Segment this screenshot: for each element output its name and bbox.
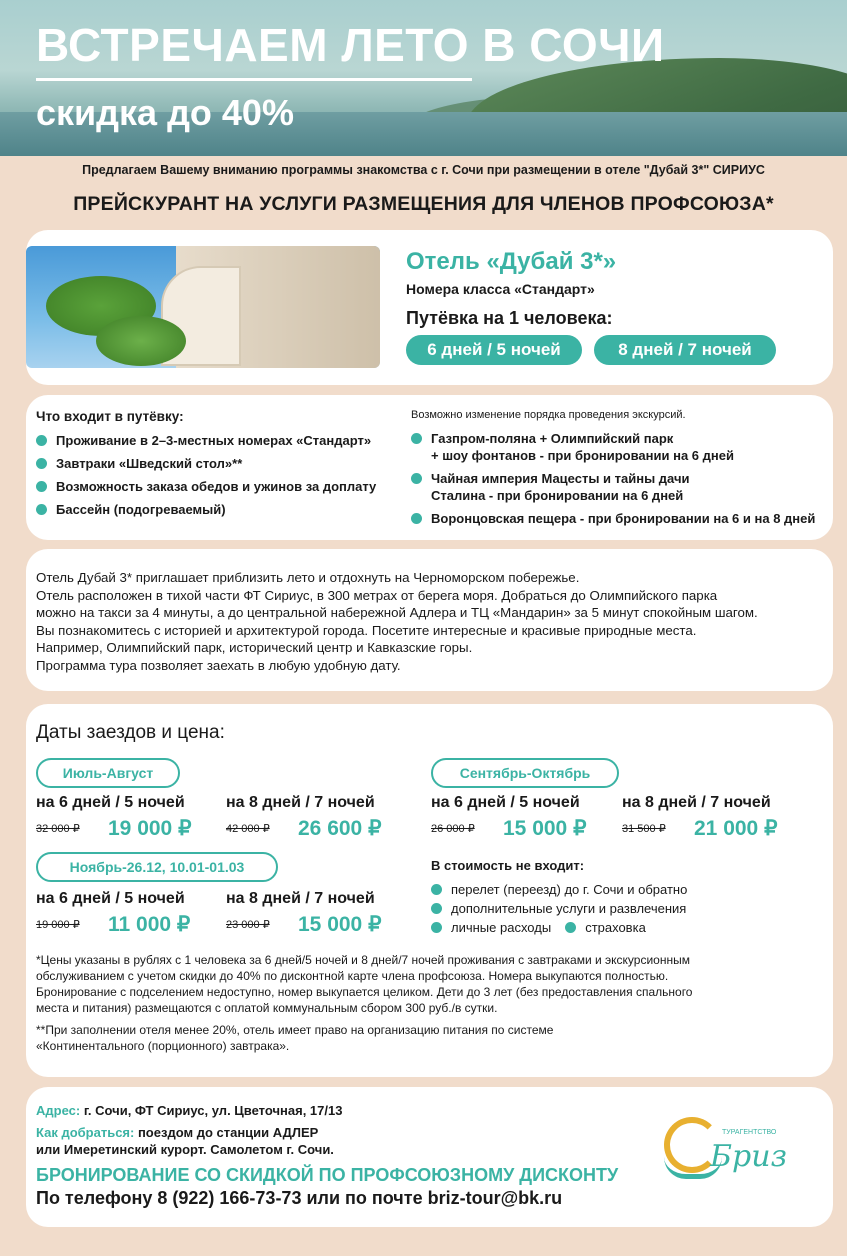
duration-label: на 6 дней / 5 ночей — [36, 794, 185, 811]
list-item-text: + шоу фонтанов - при бронировании на 6 дней — [431, 448, 734, 463]
list-item-text: Сталина - при бронировании на 6 дней — [431, 488, 684, 503]
route-line2: или Имеретинский курорт. Самолетом г. Сочи. — [36, 1142, 334, 1157]
footnote-line: места и питания) размещаются с оплатой коммунальным сбором 300 руб./в сутки. — [36, 1001, 498, 1015]
old-price: 26 000 ₽ — [431, 823, 475, 835]
prices-card — [26, 704, 833, 1077]
route-label: Как добраться: — [36, 1125, 135, 1140]
option-6-days: 6 дней / 5 ночей — [406, 335, 582, 365]
duration-label: на 6 дней / 5 ночей — [36, 890, 185, 907]
included-card — [26, 395, 833, 540]
logo-small-text: ТУРАГЕНТСТВО — [722, 1129, 777, 1136]
new-price: 11 000 ₽ — [108, 913, 191, 936]
contact-phone-email[interactable]: По телефону 8 (922) 166-73-73 или по почте briz-tour@bk.ru — [36, 1188, 563, 1208]
room-class: Номера класса «Стандарт» — [406, 281, 595, 297]
list-item — [431, 900, 687, 917]
new-price: 19 000 ₽ — [108, 817, 192, 840]
bullet-icon — [36, 458, 47, 469]
list-item-text: страховка — [585, 920, 646, 935]
list-item-text: Чайная империя Мацесты и тайны дачи — [431, 471, 690, 486]
list-item — [36, 478, 406, 495]
duration-label: на 8 дней / 7 ночей — [622, 794, 771, 811]
list-item — [431, 881, 687, 898]
list-item-text: Возможность заказа обедов и ужинов за доплату — [56, 479, 377, 494]
logo-name: Бриз — [710, 1139, 787, 1174]
list-row — [431, 919, 687, 936]
list-item-text: Газпром-поляна + Олимпийский парк — [431, 431, 674, 446]
old-price: 31 500 ₽ — [622, 823, 666, 835]
list-item — [411, 430, 826, 464]
list-item-text: перелет (переезд) до г. Сочи и обратно — [451, 882, 688, 897]
list-item-text: Проживание в 2–3-местных номерах «Стандарт» — [56, 433, 372, 448]
bullet-icon — [565, 922, 576, 933]
booking-heading: БРОНИРОВАНИЕ СО СКИДКОЙ ПО ПРОФСОЮЗНОМУ ДИСКОНТУ — [36, 1165, 619, 1185]
season-badge: Сентябрь-Октябрь — [431, 758, 619, 788]
bullet-icon — [411, 513, 422, 524]
footnote-line: **При заполнении отеля менее 20%, отель имеет право на организацию питания по системе — [36, 1023, 554, 1037]
briz-logo — [664, 1117, 804, 1197]
list-item — [411, 510, 826, 527]
duration-label: на 6 дней / 5 ночей — [431, 794, 580, 811]
list-item-text: дополнительные услуги и развлечения — [451, 901, 687, 916]
footnote-meals — [36, 1022, 816, 1054]
hero-subtitle: скидка до 40% — [36, 92, 294, 133]
description-line: Программа тура позволяет заехать в любую удобную дату. — [36, 657, 401, 673]
option-8-days: 8 дней / 7 ночей — [594, 335, 776, 365]
list-item-text: Воронцовская пещера - при бронировании на 6 и на 8 дней — [431, 511, 816, 526]
old-price: 23 000 ₽ — [226, 919, 270, 931]
old-price: 32 000 ₽ — [36, 823, 80, 835]
old-price: 42 000 ₽ — [226, 823, 270, 835]
bullet-icon — [431, 922, 442, 933]
season-badge: Июль-Август — [36, 758, 180, 788]
description-card — [26, 549, 833, 691]
list-item — [36, 501, 406, 518]
hero-divider — [36, 78, 472, 81]
bullet-icon — [411, 473, 422, 484]
bullet-icon — [36, 435, 47, 446]
price-heading: ПРЕЙСКУРАНТ НА УСЛУГИ РАЗМЕЩЕНИЯ ДЛЯ ЧЛЕНОВ ПРОФСОЮЗА* — [73, 193, 774, 215]
not-included-title: В стоимость не входит: — [431, 858, 585, 873]
list-item — [565, 919, 646, 936]
excursions-list — [411, 409, 826, 533]
contact-card — [26, 1087, 833, 1227]
new-price: 26 600 ₽ — [298, 817, 382, 840]
description-line: Отель Дубай 3* приглашает приблизить лето и отдохнуть на Черноморском побережье. — [36, 570, 580, 585]
list-item-text: Бассейн (подогреваемый) — [56, 502, 226, 517]
address — [36, 1103, 342, 1118]
route-value: поездом до станции АДЛЕР — [134, 1125, 319, 1140]
duration-label: на 8 дней / 7 ночей — [226, 890, 375, 907]
footnote-line: «Континентального (порционного) завтрака». — [36, 1039, 290, 1053]
bullet-icon — [411, 433, 422, 444]
bullet-icon — [431, 884, 442, 895]
excursions-note: Возможно изменение порядка проведения экскурсий. — [411, 409, 686, 421]
address-label: Адрес: — [36, 1103, 81, 1118]
description-line: Отель расположен в тихой части ФТ Сириус, в 300 метрах от берега моря. Добраться до Олимпийского парка — [36, 587, 718, 603]
hotel-photo — [26, 246, 380, 368]
list-item — [36, 455, 406, 472]
address-value: г. Сочи, ФТ Сириус, ул. Цветочная, 17/13 — [80, 1103, 343, 1118]
tour-label: Путёвка на 1 человека: — [406, 308, 613, 328]
hero-banner — [0, 0, 847, 156]
new-price: 15 000 ₽ — [503, 817, 587, 840]
hotel-name: Отель «Дубай 3*» — [406, 248, 617, 275]
included-list — [36, 409, 406, 524]
new-price: 21 000 ₽ — [694, 817, 778, 840]
footnote-line: *Цены указаны в рублях с 1 человека за 6 дней/5 ночей и 8 дней/7 ночей проживания с завтраками и экскурсионным — [36, 953, 690, 967]
list-item-text: Завтраки «Шведский стол»** — [56, 456, 243, 471]
footnote-line: обслуживанием с учетом скидки до 40% по дисконтной карте члена профсоюза. Номера выкупаются полностью. — [36, 969, 669, 983]
description-line: можно на такси за 4 минуты, а до центральной набережной Адлера и ТЦ «Мандарин» за 5 минут спокойным шагом. — [36, 605, 758, 620]
photo-tree — [96, 316, 186, 366]
list-item — [431, 919, 551, 936]
footnote-line: Бронирование с подселением недоступно, номер выкупается целиком. Дети до 3 лет (без предоставления спального — [36, 985, 693, 999]
hotel-card — [26, 230, 833, 385]
description-line: Вы познакомитесь с историей и архитектурой города. Посетите интересные и красивые природные места. — [36, 622, 697, 638]
duration-label: на 8 дней / 7 ночей — [226, 794, 375, 811]
footnote-prices — [36, 952, 816, 1016]
new-price: 15 000 ₽ — [298, 913, 382, 936]
hero-title: ВСТРЕЧАЕМ ЛЕТО В СОЧИ — [36, 19, 665, 71]
list-item-text: личные расходы — [451, 920, 552, 935]
season-badge: Ноябрь-26.12, 10.01-01.03 — [36, 852, 278, 882]
bullet-icon — [36, 481, 47, 492]
list-item — [36, 432, 406, 449]
list-item — [411, 470, 826, 504]
old-price: 19 000 ₽ — [36, 919, 80, 931]
included-title: Что входит в путёвку: — [36, 409, 184, 424]
not-included-list — [431, 858, 687, 936]
bullet-icon — [431, 903, 442, 914]
dates-title: Даты заездов и цена: — [36, 722, 225, 743]
description-line: Например, Олимпийский парк, исторический центр и Кавказские горы. — [36, 640, 473, 655]
route — [36, 1125, 318, 1140]
intro-text: Предлагаем Вашему вниманию программы знакомства с г. Сочи при размещении в отеле "Дубай 3*" СИРИУС — [82, 163, 765, 177]
bullet-icon — [36, 504, 47, 515]
